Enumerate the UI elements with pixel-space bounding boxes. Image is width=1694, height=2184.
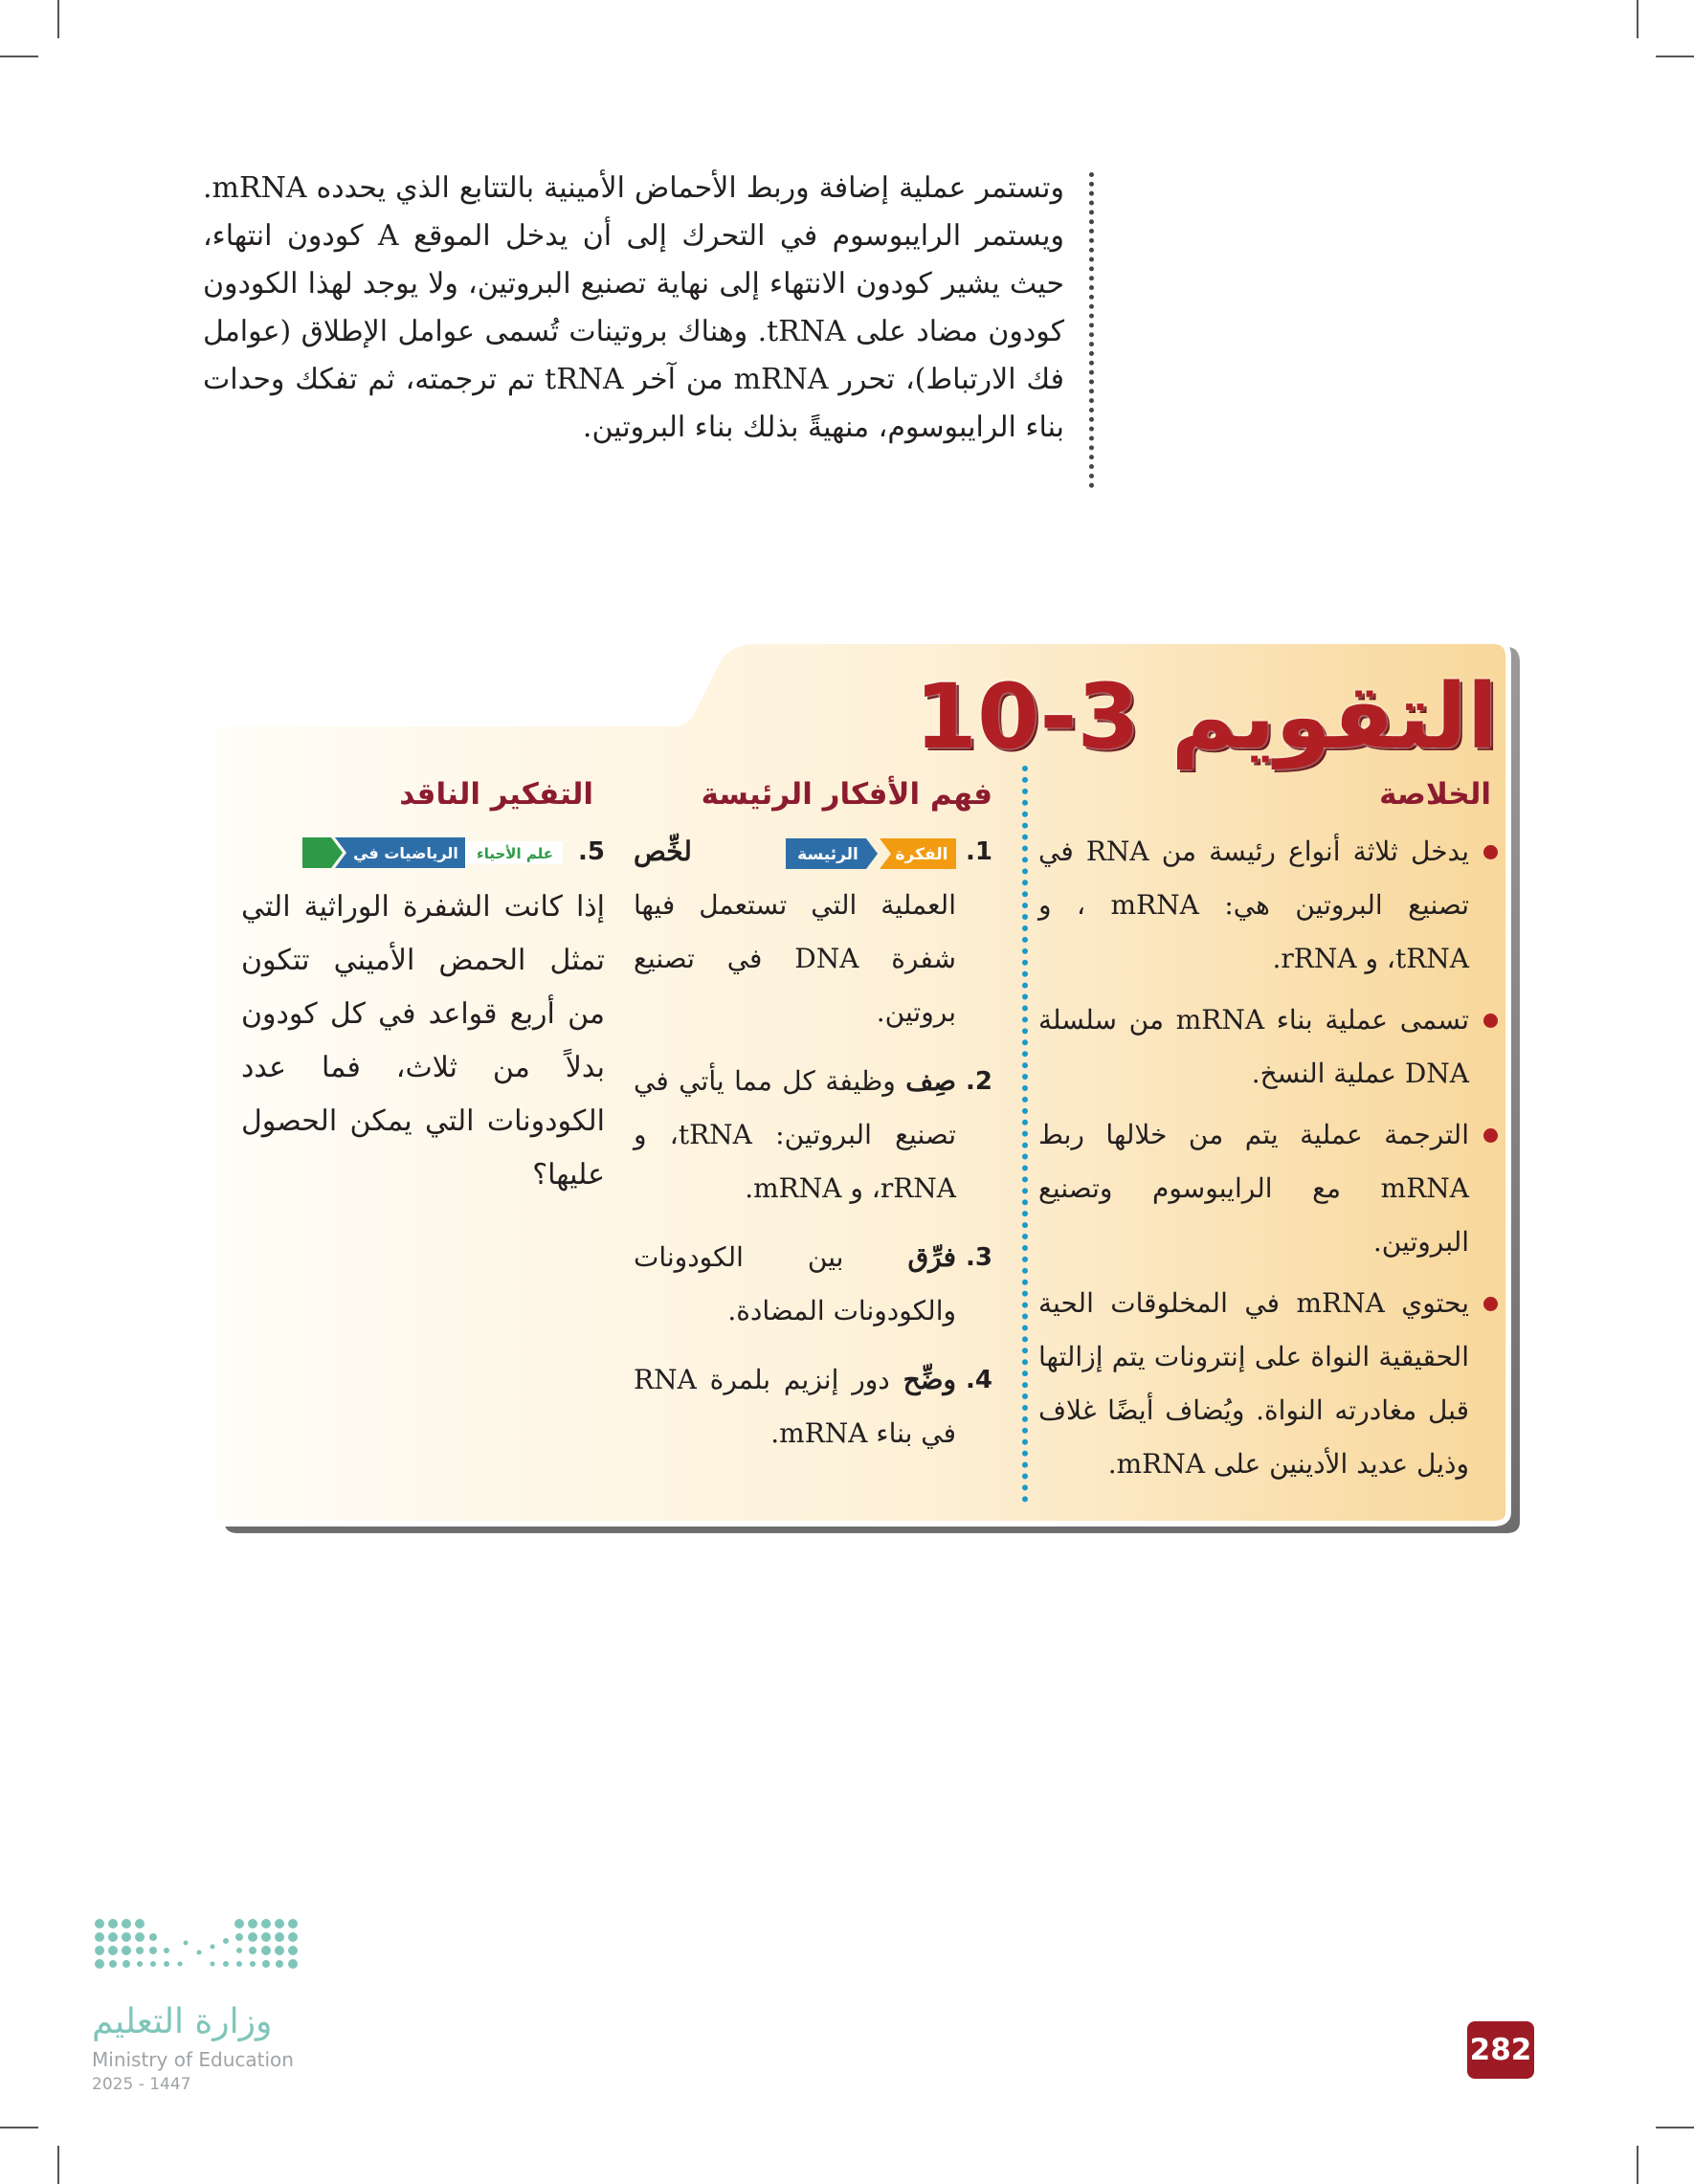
crop-mark (57, 2146, 59, 2184)
intro-dotted-rule (1089, 172, 1094, 488)
intro-paragraph: وتستمر عملية إضافة وربط الأحماض الأمينية بالتتابع الذي يحدده mRNA. ويستمر الرايبوسوم في التحرك إلى أن يدخل الموقع A كودون انتهاء، حيث يشير كودون الانتهاء إلى نهاية تصنيع البروتين، ولا يوجد لهذا الكودون كودون مضاد على tRNA. وهناك بروتينات تُسمى عوامل الإطلاق (عوامل فك الارتباط)، تحرر mRNA من آخر tRNA تم ترجمته، ثم تفكك وحدات بناء الرايبوسوم، منهيةً بذلك بناء البروتين. (203, 171, 1065, 444)
question-number: 2. (966, 1067, 992, 1096)
crop-mark (0, 56, 38, 57)
summary-item: يحتوي mRNA في المخلوقات الحية الحقيقية النواة على إنترونات يتم إزالتها قبل مغادرته النواة. ويُضاف أيضًا غلاف وذيل عديد الأدينين على mRNA. (1038, 1277, 1498, 1491)
bullet-icon (1483, 1297, 1498, 1311)
crop-mark (1656, 56, 1694, 57)
bullet-icon (1483, 1014, 1498, 1028)
main-idea-tag-icon (786, 838, 956, 869)
question-text: دور إنزيم بلمرة RNA في بناء mRNA. (634, 1364, 956, 1449)
tag-part2-label: الرئيسة (797, 844, 858, 864)
crop-mark (1637, 2146, 1638, 2184)
ministry-name-arabic: وزارة التعليم (92, 2002, 273, 2041)
summary-item: يدخل ثلاثة أنواع رئيسة من RNA في تصنيع البروتين هي: mRNA ، و tRNA، و rRNA. (1038, 825, 1498, 986)
ministry-name-english: Ministry of Education (92, 2048, 294, 2071)
main-ideas-list (634, 825, 992, 1476)
page-number: 282 (1467, 2021, 1534, 2079)
crop-mark (0, 2127, 38, 2128)
question-number: 3. (966, 1243, 992, 1272)
summary-list (1038, 825, 1498, 1499)
question-number: 1. (966, 837, 992, 866)
question-verb: فرِّق (907, 1241, 956, 1273)
question-number: 5. (578, 837, 605, 866)
bullet-icon (1483, 845, 1498, 859)
question-number: 4. (966, 1366, 992, 1394)
crop-mark (1656, 2127, 1694, 2128)
critical-text: إذا كانت الشفرة الوراثية التي تمثل الحمض الأميني تتكون من أربع قواعد في كل كودون بدلاً من ثلاث، فما عدد الكودونات التي يمكن الحصول عليها؟ (241, 890, 605, 1192)
crop-mark (57, 0, 59, 38)
question-text: بين الكودونات والكودونات المضادة. (634, 1241, 956, 1326)
question-verb: وضِّح (903, 1364, 956, 1395)
tag-part1-label: الفكرة (895, 844, 948, 864)
bullet-icon (1483, 1128, 1498, 1143)
critical-heading: التفكير الناقد (399, 777, 593, 812)
tag-part2-label: علم الأحياء (477, 845, 553, 862)
question-item (634, 1353, 992, 1460)
crop-mark (1637, 0, 1638, 38)
summary-heading: الخلاصة (1379, 777, 1491, 812)
math-in-biology-tag-icon (302, 837, 563, 868)
intro-text (203, 165, 1064, 452)
column-divider (1022, 766, 1028, 1503)
question-verb: صِف (905, 1065, 957, 1097)
question-item (634, 1055, 992, 1215)
question-item (634, 825, 992, 1039)
summary-item: الترجمة عملية يتم من خلالها ربط mRNA مع الرايبوسوم وتصنيع البروتين. (1038, 1108, 1498, 1269)
question-item (634, 1231, 992, 1338)
review-title: التقويم 3-10 (914, 665, 1498, 769)
question-verb: لخِّص (634, 836, 692, 867)
question-text: وظيفة كل مما يأتي في تصنيع البروتين: tRNA، و rRNA، و mRNA. (634, 1065, 956, 1204)
summary-item: تسمى عملية بناء mRNA من سلسلة DNA عملية النسخ. (1038, 993, 1498, 1101)
critical-question (241, 825, 605, 1202)
ministry-year: 2025 - 1447 (92, 2075, 191, 2094)
tag-part1-label: الرياضيات في (353, 844, 458, 862)
main-ideas-heading: فهم الأفكار الرئيسة (701, 777, 992, 812)
question-text: العملية التي تستعمل فيها شفرة DNA في تصنيع بروتين. (634, 889, 956, 1028)
